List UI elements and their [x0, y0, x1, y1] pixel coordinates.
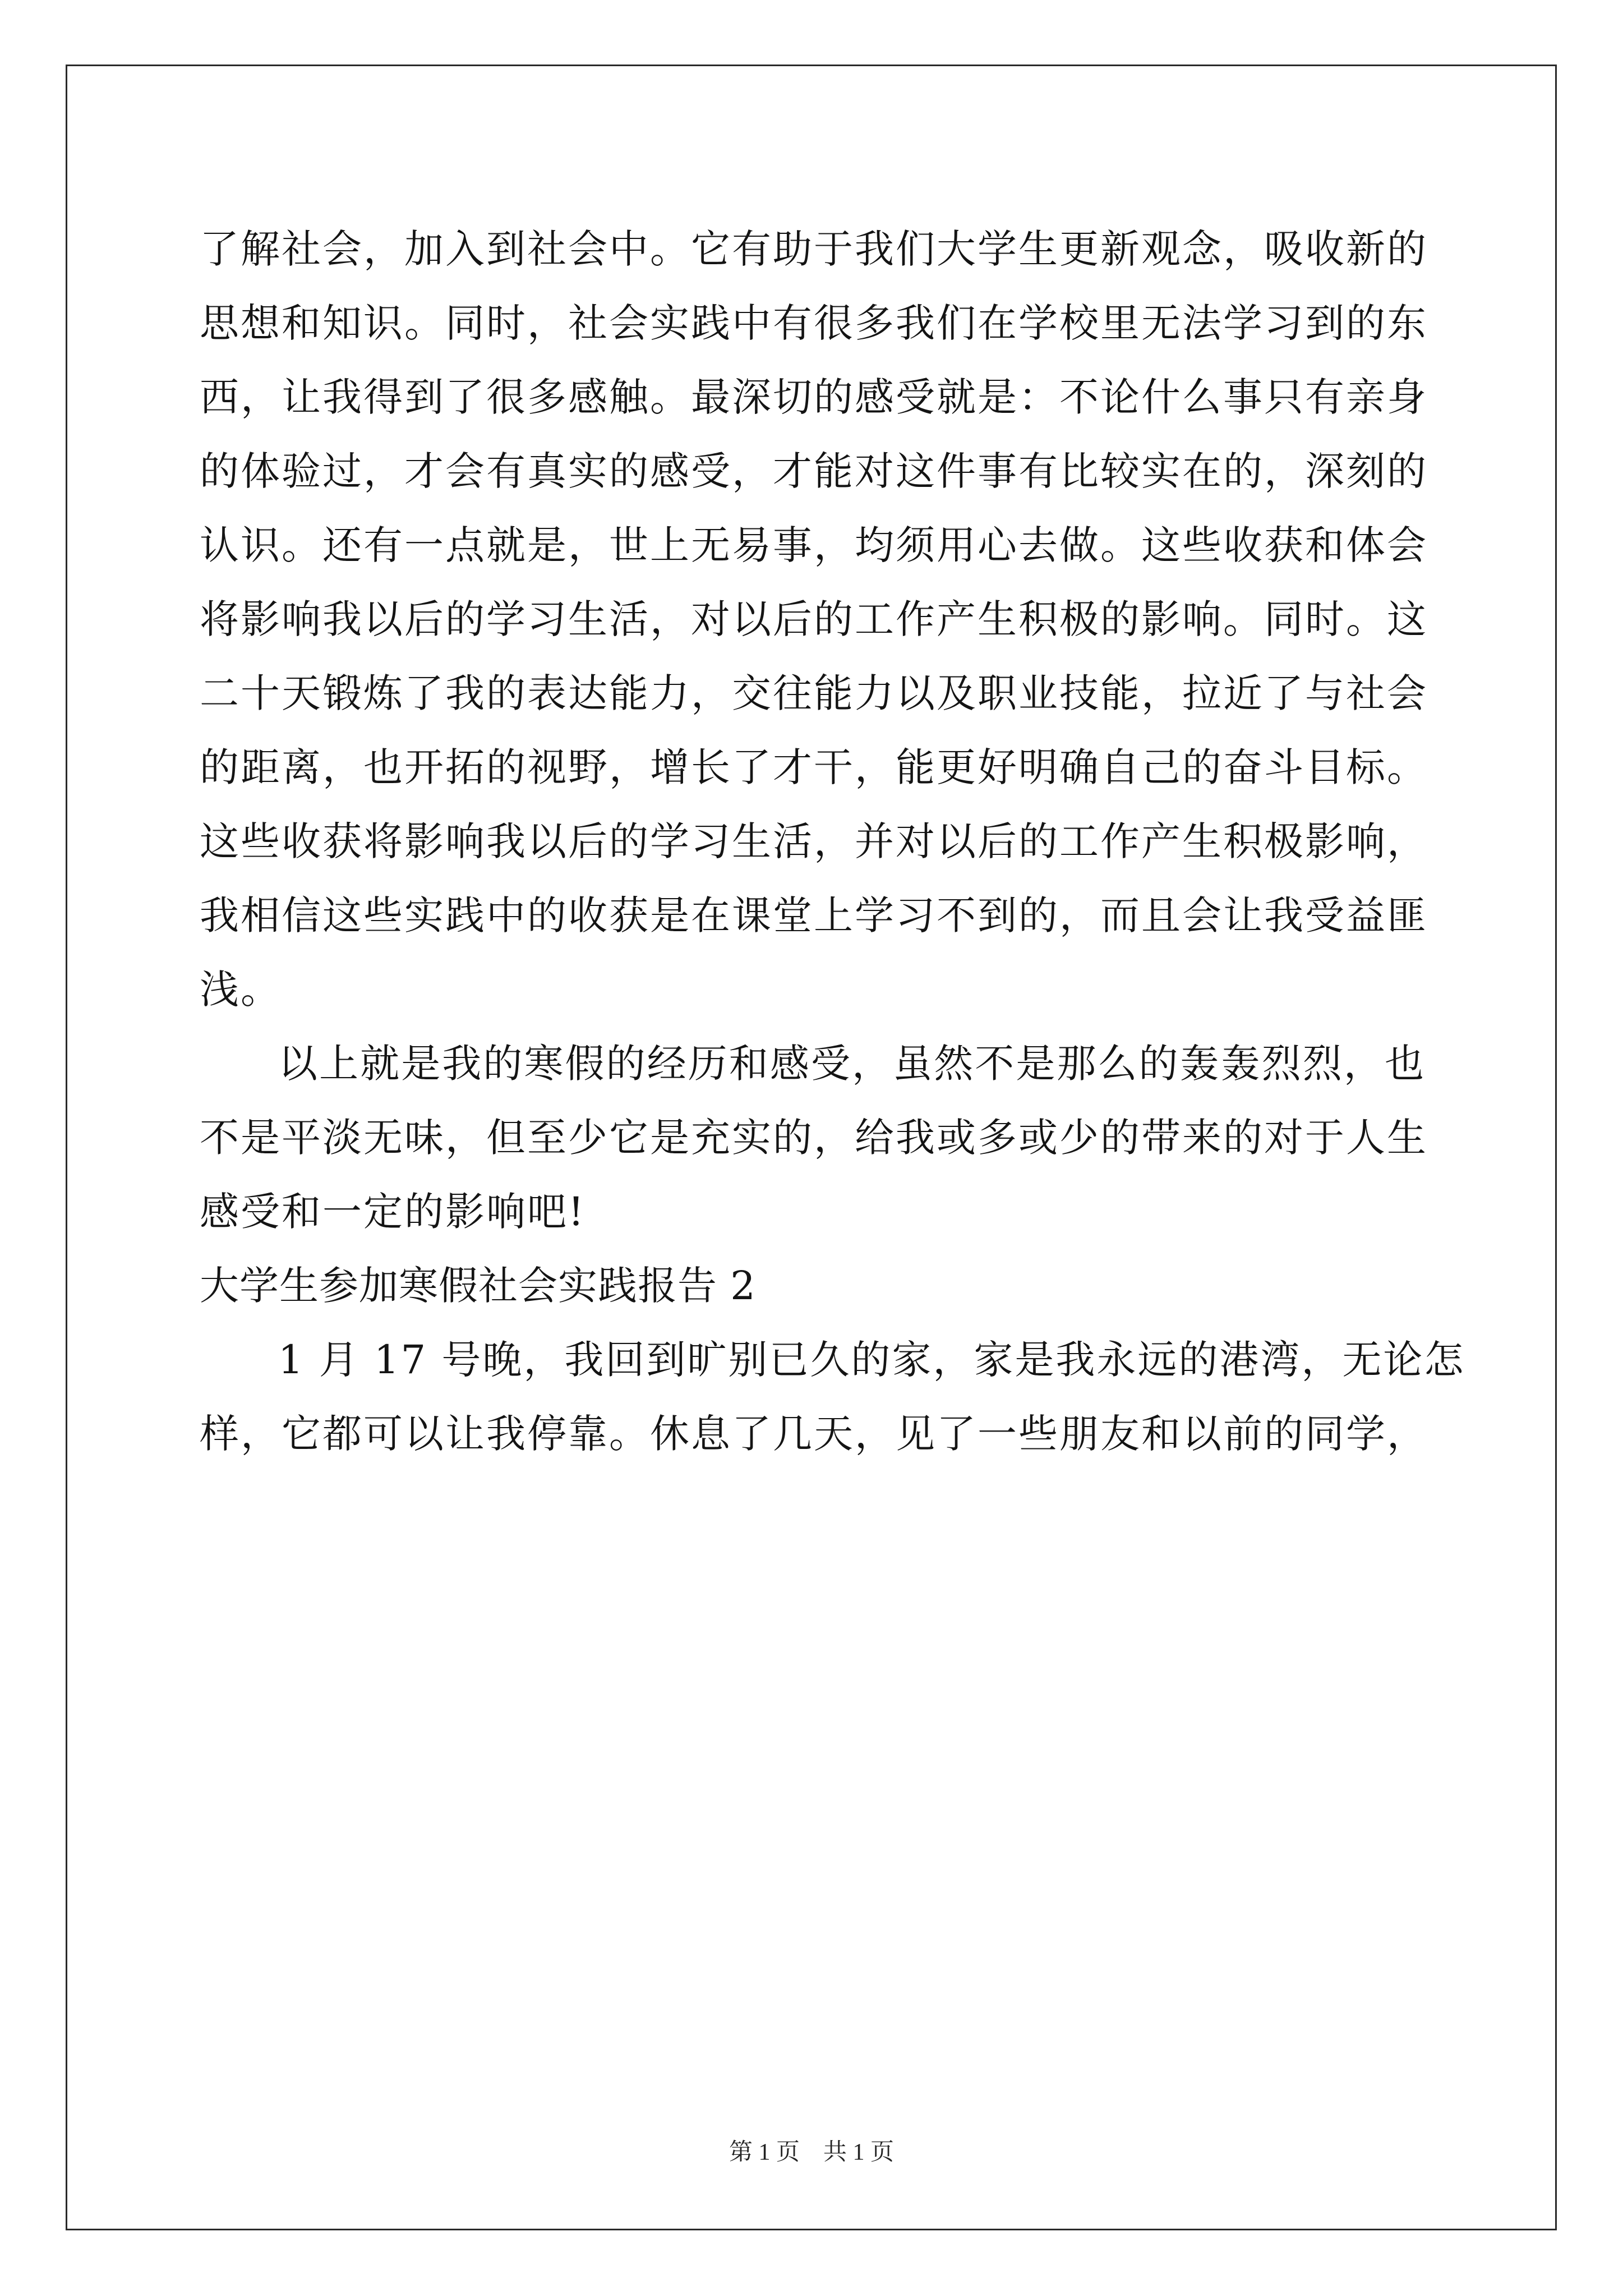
body-line: 不是平淡无味，但至少它是充实的，给我或多或少的带来的对于人生 [200, 1115, 1428, 1161]
body-line: 认识。还有一点就是，世上无易事，均须用心去做。这些收获和体会 [200, 522, 1428, 568]
body-line: 西，让我得到了很多感触。最深切的感受就是：不论什么事只有亲身 [200, 374, 1428, 420]
body-line: 我相信这些实践中的收获是在课堂上学习不到的，而且会让我受益匪 [200, 892, 1428, 938]
body-line: 样，它都可以让我停靠。休息了几天，见了一些朋友和以前的同学， [200, 1411, 1428, 1457]
body-line: 的体验过，才会有真实的感受，才能对这件事有比较实在的，深刻的 [200, 448, 1428, 494]
body-line: 感受和一定的影响吧! [200, 1189, 586, 1235]
section-heading: 大学生参加寒假社会实践报告 2 [200, 1263, 756, 1309]
body-line: 这些收获将影响我以后的学习生活，并对以后的工作产生积极影响， [200, 818, 1428, 864]
body-line: 的距离，也开拓的视野，增长了才干，能更好明确自己的奋斗目标。 [200, 744, 1428, 790]
body-line: 思想和知识。同时，社会实践中有很多我们在学校里无法学习到的东 [200, 300, 1428, 346]
body-line: 了解社会，加入到社会中。它有助于我们大学生更新观念，吸收新的 [200, 226, 1428, 272]
body-line: 1 月 17 号晚，我回到旷别已久的家，家是我永远的港湾，无论怎 [278, 1337, 1465, 1383]
body-line: 二十天锻炼了我的表达能力，交往能力以及职业技能，拉近了与社会 [200, 670, 1428, 716]
page-footer: 第 1 页 共 1 页 [728, 2139, 894, 2165]
body-line: 浅。 [200, 967, 282, 1013]
body-line: 将影响我以后的学习生活，对以后的工作产生积极的影响。同时。这 [200, 596, 1428, 642]
body-line: 以上就是我的寒假的经历和感受，虽然不是那么的轰轰烈烈，也 [278, 1041, 1426, 1087]
